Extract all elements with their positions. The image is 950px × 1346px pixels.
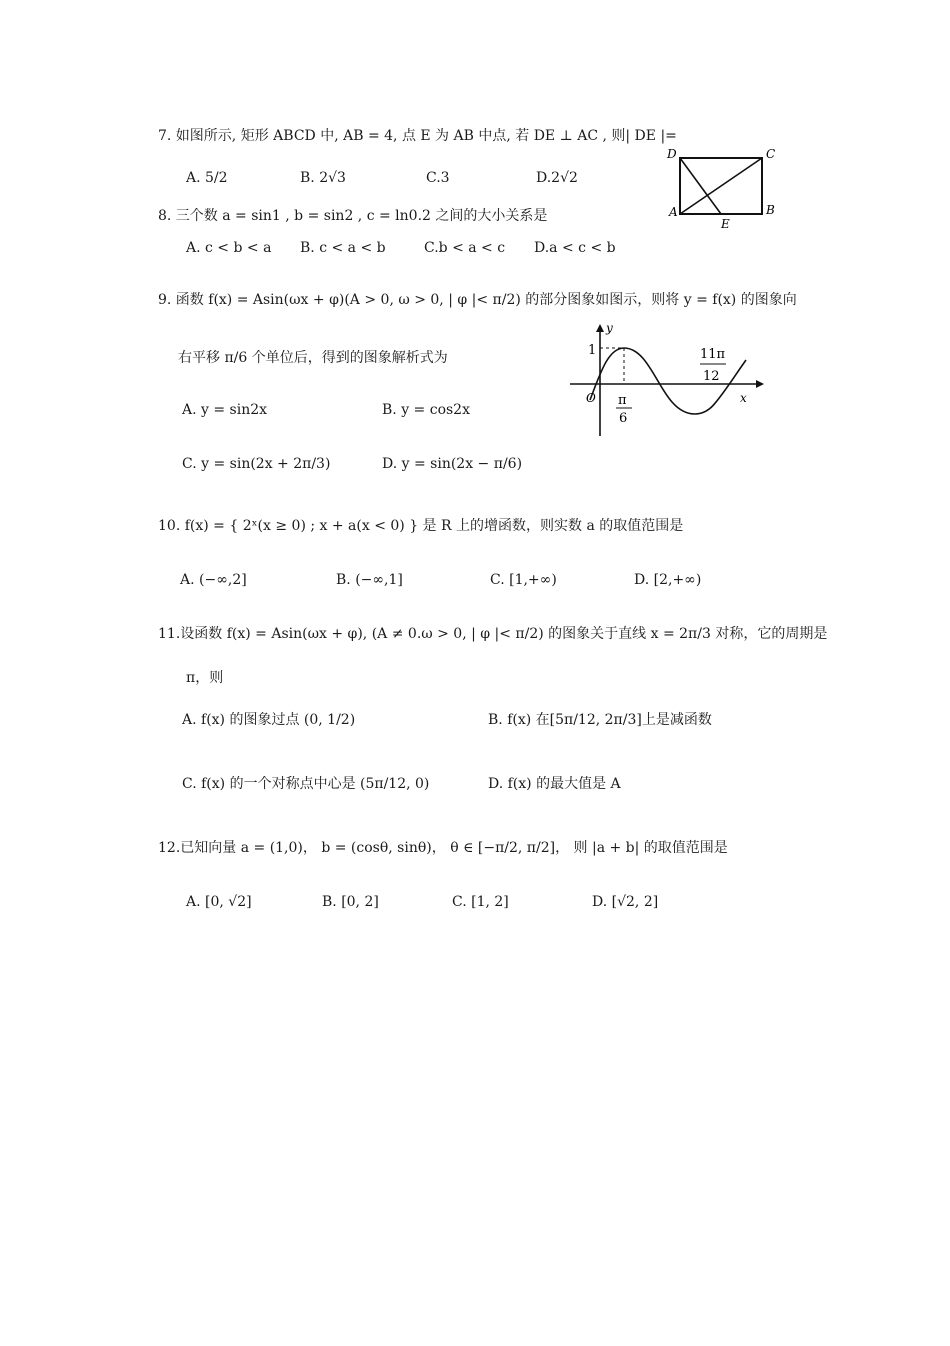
question-12 xyxy=(158,838,798,858)
question-10-text: 10. f(x) = { 2ˣ(x ≥ 0) ; x + a(x < 0) } 是 R 上的增函数，则实数 a 的取值范围是 xyxy=(158,518,684,534)
q7-option-c: C.3 xyxy=(426,170,450,186)
q7-option-b: B. 2√3 xyxy=(300,170,346,186)
question-7 xyxy=(158,126,798,146)
sine-graph-figure xyxy=(560,318,770,442)
q8-option-d: D.a < c < b xyxy=(534,240,616,256)
q12-option-d: D. [√2, 2] xyxy=(592,894,659,910)
q9-option-d: D. y = sin(2x − π/6) xyxy=(382,456,523,472)
q11-option-c: C. f(x) 的一个对称点中心是 (5π/12, 0) xyxy=(182,776,430,792)
question-11-text2: π，则 xyxy=(186,670,224,686)
question-7-text: 7. 如图所示, 矩形 ABCD 中, AB = 4, 点 E 为 AB 中点, 若 DE ⊥ AC , 则| DE |= xyxy=(158,128,677,144)
q11-option-d: D. f(x) 的最大值是 A xyxy=(488,776,621,792)
tick-label-six: 6 xyxy=(619,411,628,426)
q7-option-d: D.2√2 xyxy=(536,170,578,186)
question-11 xyxy=(158,624,828,644)
q10-option-b: B. (−∞,1] xyxy=(336,572,403,588)
question-12-text: 12.已知向量 a = (1,0)， b = (cosθ, sinθ)， θ ∈ [−π/2, π/2]， 则 |a + b| 的取值范围是 xyxy=(158,840,728,856)
question-9-text2: 右平移 π/6 个单位后，得到的图象解析式为 xyxy=(178,350,448,366)
tick-label-twelve: 12 xyxy=(703,369,720,384)
q12-option-a: A. [0, √2] xyxy=(186,894,252,910)
label-e: E xyxy=(721,217,730,231)
question-11-line2 xyxy=(186,668,826,688)
tick-label-one: 1 xyxy=(588,343,597,358)
q10-option-c: C. [1,+∞) xyxy=(490,572,557,588)
axis-label-x: x xyxy=(740,391,747,405)
q8-option-b: B. c < a < b xyxy=(300,240,386,256)
question-8-text: 8. 三个数 a = sin1 , b = sin2 , c = ln0.2 之间的大小关系是 xyxy=(158,208,548,224)
q10-option-a: A. (−∞,2] xyxy=(180,572,247,588)
q11-option-b: B. f(x) 在[5π/12, 2π/3]上是减函数 xyxy=(488,712,712,728)
q12-option-c: C. [1, 2] xyxy=(452,894,509,910)
question-11-text: 11.设函数 f(x) = Asin(ωx + φ), (A ≠ 0.ω > 0, | φ |< π/2) 的图象关于直线 x = 2π/3 对称，它的周期是 xyxy=(158,626,828,642)
tick-label-11pi: 11π xyxy=(700,347,726,362)
origin-label: O xyxy=(586,391,596,405)
q11-option-a: A. f(x) 的图象过点 (0, 1/2) xyxy=(182,712,356,728)
label-d: D xyxy=(667,147,677,161)
q9-option-b: B. y = cos2x xyxy=(382,402,470,418)
q9-option-c: C. y = sin(2x + 2π/3) xyxy=(182,456,331,472)
q9-option-a: A. y = sin2x xyxy=(182,402,268,418)
q7-option-a: A. 5/2 xyxy=(186,170,228,186)
q12-option-b: B. [0, 2] xyxy=(322,894,379,910)
question-9-text: 9. 函数 f(x) = Asin(ωx + φ)(A > 0, ω > 0, | φ |< π/2) 的部分图象如图示，则将 y = f(x) 的图象向 xyxy=(158,292,797,308)
question-9 xyxy=(158,290,798,310)
axis-label-y: y xyxy=(606,321,613,335)
question-8 xyxy=(158,206,798,226)
tick-label-pi: π xyxy=(618,393,627,408)
label-b: B xyxy=(766,203,775,217)
q10-option-d: D. [2,+∞) xyxy=(634,572,702,588)
question-10 xyxy=(158,516,798,536)
q8-option-a: A. c < b < a xyxy=(186,240,272,256)
q8-option-c: C.b < a < c xyxy=(424,240,506,256)
label-a: A xyxy=(669,205,678,219)
label-c: C xyxy=(766,147,776,161)
